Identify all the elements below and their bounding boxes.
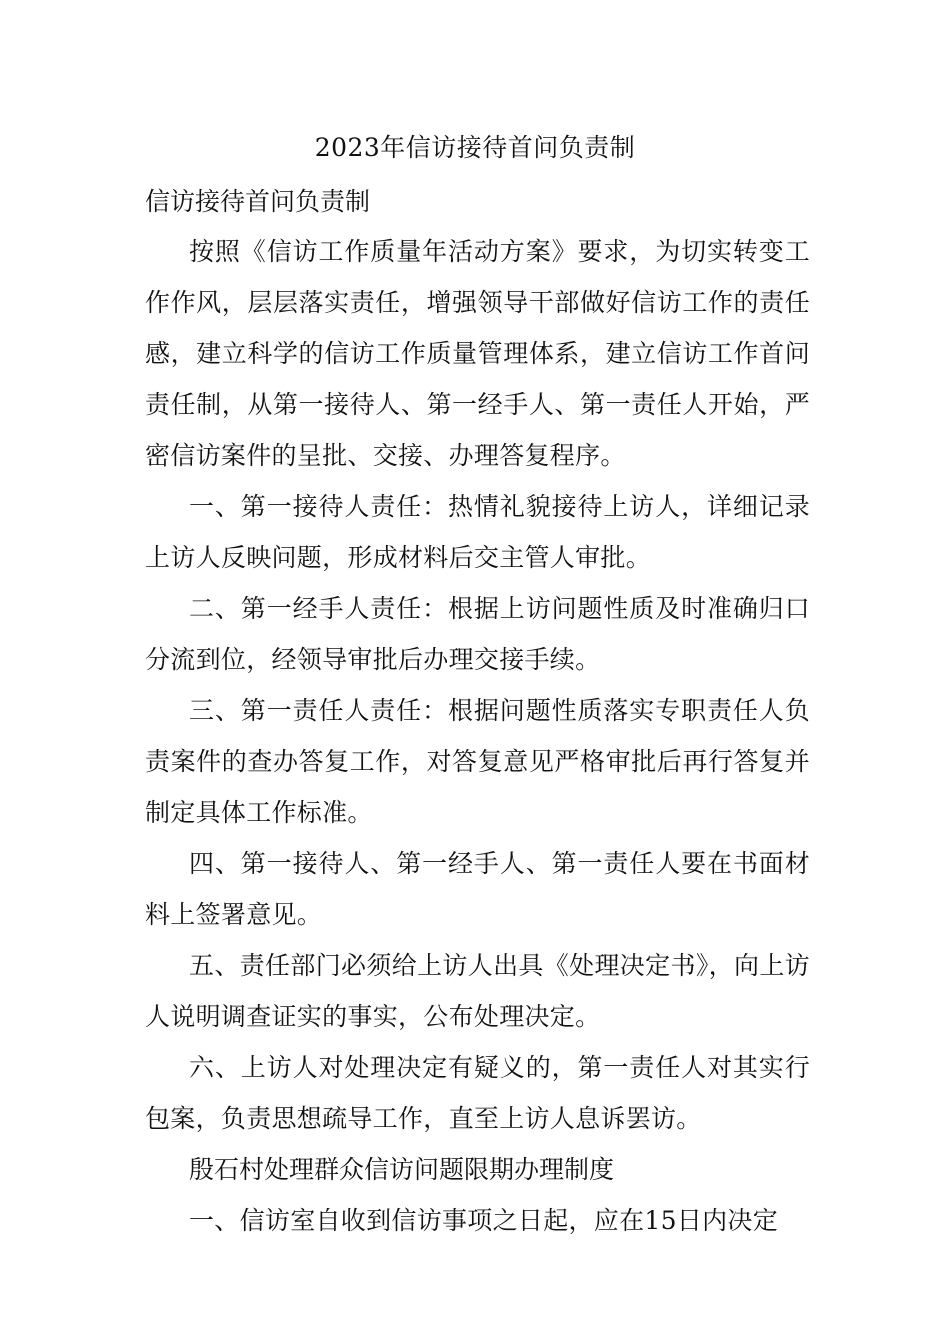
paragraph-section-item-1: 一、信访室自收到信访事项之日起，应在15日内决定 bbox=[189, 1206, 779, 1235]
paragraph-item-1: 一、第一接待人责任：热情礼貌接待上访人，详细记录上访人反映问题，形成材料后交主管人审批。 bbox=[145, 492, 810, 572]
section-heading: 殷石村处理群众信访问题限期办理制度 bbox=[189, 1155, 615, 1184]
document-subtitle: 信访接待首问负责制 bbox=[145, 187, 371, 216]
paragraph-item-2: 二、第一经手人责任：根据上访问题性质及时准确归口分流到位，经领导审批后办理交接手续。 bbox=[145, 594, 810, 674]
paragraph-item-3: 三、第一责任人责任：根据问题性质落实专职责任人负责案件的查办答复工作，对答复意见严格审批后再行答复并制定具体工作标准。 bbox=[145, 696, 810, 827]
paragraph-intro: 按照《信访工作质量年活动方案》要求，为切实转变工作作风，层层落实责任，增强领导干部做好信访工作的责任感，建立科学的信访工作质量管理体系，建立信访工作首问责任制，从第一接待人、第一经手人、第一责任人开始，严密信访案件的呈批、交接、办理答复程序。 bbox=[145, 237, 810, 470]
paragraph-item-6: 六、上访人对处理决定有疑义的，第一责任人对其实行包案，负责思想疏导工作，直至上访人息诉罢访。 bbox=[145, 1053, 810, 1133]
document-title: 2023年信访接待首问负责制 bbox=[314, 133, 636, 162]
paragraph-item-5: 五、责任部门必须给上访人出具《处理决定书》，向上访人说明调查证实的事实，公布处理决定。 bbox=[145, 951, 810, 1031]
paragraph-item-4: 四、第一接待人、第一经手人、第一责任人要在书面材料上签署意见。 bbox=[145, 849, 810, 929]
document-body bbox=[145, 178, 810, 1246]
